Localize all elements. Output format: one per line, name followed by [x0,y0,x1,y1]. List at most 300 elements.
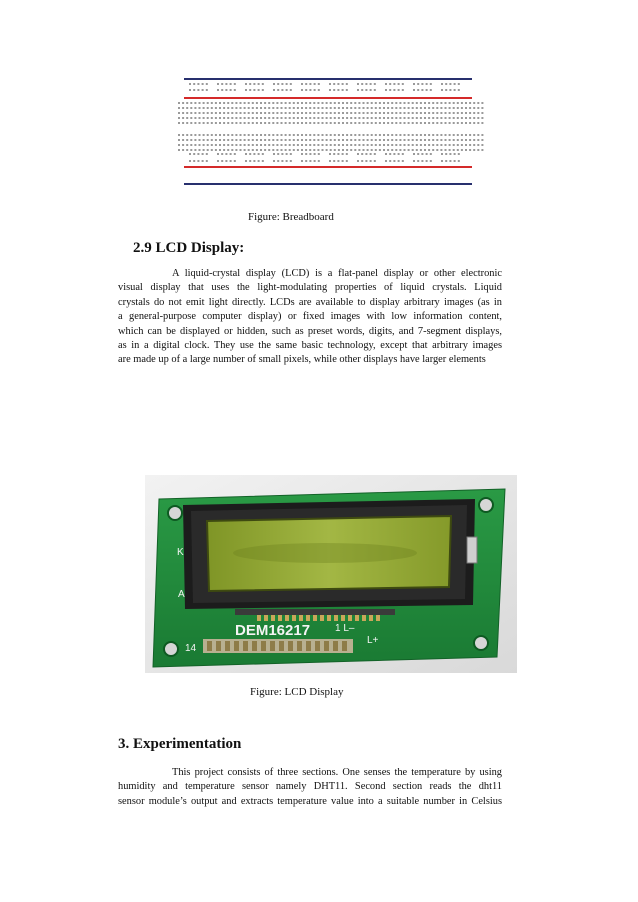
breadboard-hole [256,149,258,151]
breadboard-hole [473,107,475,109]
breadboard-hole [395,144,397,146]
breadboard-hole [432,117,434,119]
breadboard-hole [268,134,270,136]
breadboard-hole [371,122,373,124]
breadboard-hole [428,144,430,146]
breadboard-hole [363,107,365,109]
breadboard-hole [430,83,432,85]
breadboard-hole [215,134,217,136]
breadboard-hole [189,83,191,85]
breadboard-hole [211,112,213,114]
breadboard-hole [453,144,455,146]
breadboard-hole [413,83,415,85]
breadboard-hole [370,89,372,91]
breadboard-hole [421,89,423,91]
breadboard-hole [383,112,385,114]
breadboard-hole [281,144,283,146]
breadboard-hole [330,139,332,141]
breadboard-hole [457,149,459,151]
header-pin [324,641,329,651]
header-pin [252,641,257,651]
breadboard-hole [426,153,428,155]
breadboard-hole [330,117,332,119]
breadboard-hole [461,102,463,104]
breadboard-hole [457,134,459,136]
breadboard-hole [363,112,365,114]
breadboard-hole [408,149,410,151]
solder-pad [327,615,331,621]
breadboard-hole [281,139,283,141]
header-pin [216,641,221,651]
breadboard-hole [290,160,292,162]
breadboard-hole [383,102,385,104]
breadboard-hole [301,117,303,119]
breadboard-hole [375,122,377,124]
solder-pad [334,615,338,621]
breadboard-hole [477,144,479,146]
breadboard-hole [197,160,199,162]
side-a-label: A [178,589,185,600]
breadboard-hole [252,107,254,109]
breadboard-hole [408,122,410,124]
breadboard-hole [399,139,401,141]
breadboard-hole [190,134,192,136]
breadboard-hole [289,102,291,104]
header-pin [315,641,320,651]
breadboard-hole [264,139,266,141]
breadboard-hole [346,144,348,146]
breadboard-hole [358,134,360,136]
breadboard-hole [346,139,348,141]
breadboard-hole [417,153,419,155]
breadboard-hole [334,144,336,146]
breadboard-hole [264,107,266,109]
breadboard-hole [199,107,201,109]
breadboard-hole [445,160,447,162]
breadboard-hole [365,153,367,155]
breadboard-hole [402,153,404,155]
breadboard-hole [256,117,258,119]
solder-pad [376,615,380,621]
breadboard-hole [370,83,372,85]
breadboard-hole [252,117,254,119]
breadboard-hole [432,107,434,109]
breadboard-hole [342,153,344,155]
breadboard-hole [273,160,275,162]
breadboard-hole [244,149,246,151]
breadboard-hole [420,149,422,151]
breadboard-hole [231,134,233,136]
breadboard-hole [363,144,365,146]
breadboard-hole [469,139,471,141]
breadboard-hole [190,122,192,124]
breadboard-hole [391,112,393,114]
breadboard-hole [453,134,455,136]
breadboard-hole [215,122,217,124]
breadboard-hole [309,89,311,91]
breadboard-hole [182,107,184,109]
breadboard-hole [430,160,432,162]
breadboard-hole [416,107,418,109]
breadboard-hole [391,122,393,124]
breadboard-hole [334,107,336,109]
breadboard-hole [272,107,274,109]
breadboard-hole [454,160,456,162]
breadboard-hole [432,134,434,136]
breadboard-hole [379,149,381,151]
breadboard-hole [367,107,369,109]
breadboard-hole [326,144,328,146]
breadboard-hole [235,112,237,114]
breadboard-hole [223,149,225,151]
breadboard-hole [445,139,447,141]
breadboard-hole [178,117,180,119]
breadboard-hole [440,134,442,136]
breadboard-hole [293,117,295,119]
breadboard-hole [408,144,410,146]
breadboard-hole [178,107,180,109]
breadboard-hole [473,149,475,151]
breadboard-hole [221,83,223,85]
breadboard-hole [342,149,344,151]
breadboard-hole [399,149,401,151]
paragraph-line: are made up of a large number of small pixels, while other displays have larger elements [118,354,486,366]
breadboard-hole [342,134,344,136]
breadboard-hole [313,117,315,119]
breadboard-hole [379,139,381,141]
breadboard-hole [317,107,319,109]
breadboard-hole [436,149,438,151]
breadboard-hole [432,139,434,141]
breadboard-hole [449,107,451,109]
breadboard-hole [432,102,434,104]
breadboard-hole [440,102,442,104]
breadboard-hole [189,160,191,162]
breadboard-hole [305,149,307,151]
breadboard-hole [194,149,196,151]
breadboard-hole [318,160,320,162]
breadboard-hole [272,139,274,141]
breadboard-hole [231,144,233,146]
breadboard-hole [441,83,443,85]
breadboard-hole [337,83,339,85]
breadboard-hole [322,144,324,146]
breadboard-hole [338,102,340,104]
breadboard-hole [189,89,191,91]
breadboard-hole [240,139,242,141]
breadboard-hole [391,134,393,136]
breadboard-hole [286,89,288,91]
breadboard-hole [248,112,250,114]
breadboard-hole [458,89,460,91]
breadboard-hole [416,122,418,124]
breadboard-hole [219,102,221,104]
side-k-label: K [177,547,184,558]
breadboard-hole [346,89,348,91]
header-pin [261,641,266,651]
breadboard-hole [281,89,283,91]
breadboard-hole [420,122,422,124]
breadboard-hole [186,144,188,146]
breadboard-hole [289,149,291,151]
breadboard-hole [354,107,356,109]
breadboard-hole [357,83,359,85]
breadboard-hole [408,134,410,136]
breadboard-hole [338,149,340,151]
breadboard-hole [260,122,262,124]
breadboard-hole [313,134,315,136]
breadboard-hole [424,102,426,104]
breadboard-hole [281,149,283,151]
breadboard-hole [428,107,430,109]
breadboard-hole [219,149,221,151]
breadboard-hole [399,134,401,136]
breadboard-hole [182,134,184,136]
breadboard-hole [387,144,389,146]
breadboard-hole [393,160,395,162]
breadboard-hole [395,149,397,151]
breadboard-hole [199,117,201,119]
breadboard-hole [260,149,262,151]
breadboard-hole [203,139,205,141]
breadboard-hole [260,117,262,119]
breadboard-hole [260,144,262,146]
breadboard-hole [219,112,221,114]
breadboard-hole [211,107,213,109]
breadboard-hole [465,107,467,109]
lcd-display-paragraph [118,267,502,368]
breadboard-hole [481,122,483,124]
breadboard-hole [469,149,471,151]
breadboard-hole [272,134,274,136]
breadboard-hole [249,153,251,155]
breadboard-hole [285,102,287,104]
breadboard-hole [399,144,401,146]
breadboard-hole [309,117,311,119]
breadboard-hole [244,112,246,114]
breadboard-hole [387,102,389,104]
breadboard-hole [358,139,360,141]
solder-pad [362,615,366,621]
breadboard-hole [383,149,385,151]
breadboard-hole [194,139,196,141]
breadboard-hole [194,117,196,119]
section-heading-lcd-display: 2.9 LCD Display: [133,240,245,256]
breadboard-hole [211,149,213,151]
breadboard-hole [301,153,303,155]
breadboard-hole [186,112,188,114]
breadboard-hole [211,117,213,119]
breadboard-hole [217,153,219,155]
breadboard-hole [402,89,404,91]
breadboard-hole [432,144,434,146]
breadboard-hole [248,134,250,136]
breadboard-hole [252,112,254,114]
breadboard-hole [421,160,423,162]
breadboard-hole [416,134,418,136]
breadboard-hole [322,112,324,114]
breadboard-hole [440,149,442,151]
breadboard-hole [290,89,292,91]
breadboard-hole [227,144,229,146]
breadboard-hole [189,153,191,155]
breadboard-hole [285,149,287,151]
breadboard-hole [322,139,324,141]
breadboard-hole [333,89,335,91]
breadboard-hole [207,144,209,146]
breadboard-hole [358,122,360,124]
breadboard-hole [231,112,233,114]
breadboard-hole [330,112,332,114]
breadboard-hole [268,107,270,109]
breadboard-hole [350,134,352,136]
breadboard-hole [412,134,414,136]
breadboard-hole [342,112,344,114]
breadboard-hole [375,144,377,146]
breadboard-hole [272,112,274,114]
breadboard-hole [458,153,460,155]
breadboard-hole [371,139,373,141]
breadboard-caption: Figure: Breadboard [248,211,334,223]
breadboard-hole [379,107,381,109]
breadboard-hole [374,83,376,85]
breadboard-hole [358,117,360,119]
breadboard-hole [358,112,360,114]
breadboard-hole [357,160,359,162]
breadboard-hole [182,139,184,141]
breadboard-hole [272,102,274,104]
breadboard-hole [314,160,316,162]
solder-pad [278,615,282,621]
model-label: DEM16217 [235,622,311,639]
breadboard-hole [322,102,324,104]
breadboard-hole [289,134,291,136]
breadboard-hole [358,149,360,151]
breadboard-hole [305,107,307,109]
breadboard-hole [346,102,348,104]
breadboard-hole [354,117,356,119]
breadboard-hole [277,83,279,85]
breadboard-hole [330,149,332,151]
breadboard-hole [235,149,237,151]
breadboard-hole [256,139,258,141]
breadboard-hole [436,102,438,104]
breadboard-hole [235,107,237,109]
header-pin [207,641,212,651]
breadboard-hole [370,153,372,155]
breadboard-hole [322,134,324,136]
breadboard-hole [363,117,365,119]
breadboard-hole [309,144,311,146]
breadboard-hole [374,160,376,162]
breadboard-hole [301,102,303,104]
breadboard-hole [350,117,352,119]
breadboard-hole [235,117,237,119]
breadboard-hole [398,153,400,155]
breadboard-hole [227,117,229,119]
breadboard-hole [289,122,291,124]
breadboard-hole [371,144,373,146]
breadboard-hole [249,160,251,162]
breadboard-hole [217,160,219,162]
breadboard-hole [193,89,195,91]
breadboard-hole [449,134,451,136]
header-pin [234,641,239,651]
breadboard-hole [272,149,274,151]
breadboard-hole [245,153,247,155]
breadboard-hole [412,112,414,114]
breadboard-hole [399,102,401,104]
breadboard-hole [186,134,188,136]
breadboard-hole [379,134,381,136]
breadboard-hole [206,153,208,155]
breadboard-hole [457,144,459,146]
breadboard-hole [445,122,447,124]
breadboard-hole [182,112,184,114]
breadboard-hole [219,144,221,146]
breadboard-hole [252,149,254,151]
breadboard-hole [227,107,229,109]
breadboard-hole [436,112,438,114]
breadboard-hole [420,102,422,104]
breadboard-hole [314,153,316,155]
breadboard-hole [219,139,221,141]
breadboard-hole [244,117,246,119]
breadboard-hole [234,153,236,155]
breadboard-hole [202,83,204,85]
breadboard-hole [350,112,352,114]
breadboard-hole [268,102,270,104]
breadboard-hole [453,102,455,104]
breadboard-hole [202,89,204,91]
header-pin [279,641,284,651]
breadboard-hole [430,153,432,155]
breadboard-hole [235,122,237,124]
breadboard-hole [221,89,223,91]
breadboard-hole [436,144,438,146]
breadboard-hole [223,112,225,114]
breadboard-hole [197,83,199,85]
breadboard-hole [262,160,264,162]
solder-pad [348,615,352,621]
breadboard-hole [338,134,340,136]
breadboard-hole [395,122,397,124]
breadboard-hole [453,112,455,114]
breadboard-hole [313,122,315,124]
breadboard-hole [342,89,344,91]
breadboard-hole [393,83,395,85]
breadboard-hole [219,107,221,109]
breadboard-hole [207,122,209,124]
breadboard-hole [248,149,250,151]
breadboard-hole [281,102,283,104]
breadboard-hole [286,160,288,162]
breadboard-hole [285,117,287,119]
breadboard-hole [477,134,479,136]
breadboard-hole [326,107,328,109]
breadboard-hole [445,107,447,109]
breadboard-hole [253,160,255,162]
breadboard-hole [445,149,447,151]
breadboard-hole [440,144,442,146]
breadboard-hole [374,89,376,91]
breadboard-hole [326,122,328,124]
breadboard-hole [481,144,483,146]
breadboard-hole [441,153,443,155]
breadboard-hole [234,83,236,85]
breadboard-hole [461,107,463,109]
breadboard-hole [211,102,213,104]
